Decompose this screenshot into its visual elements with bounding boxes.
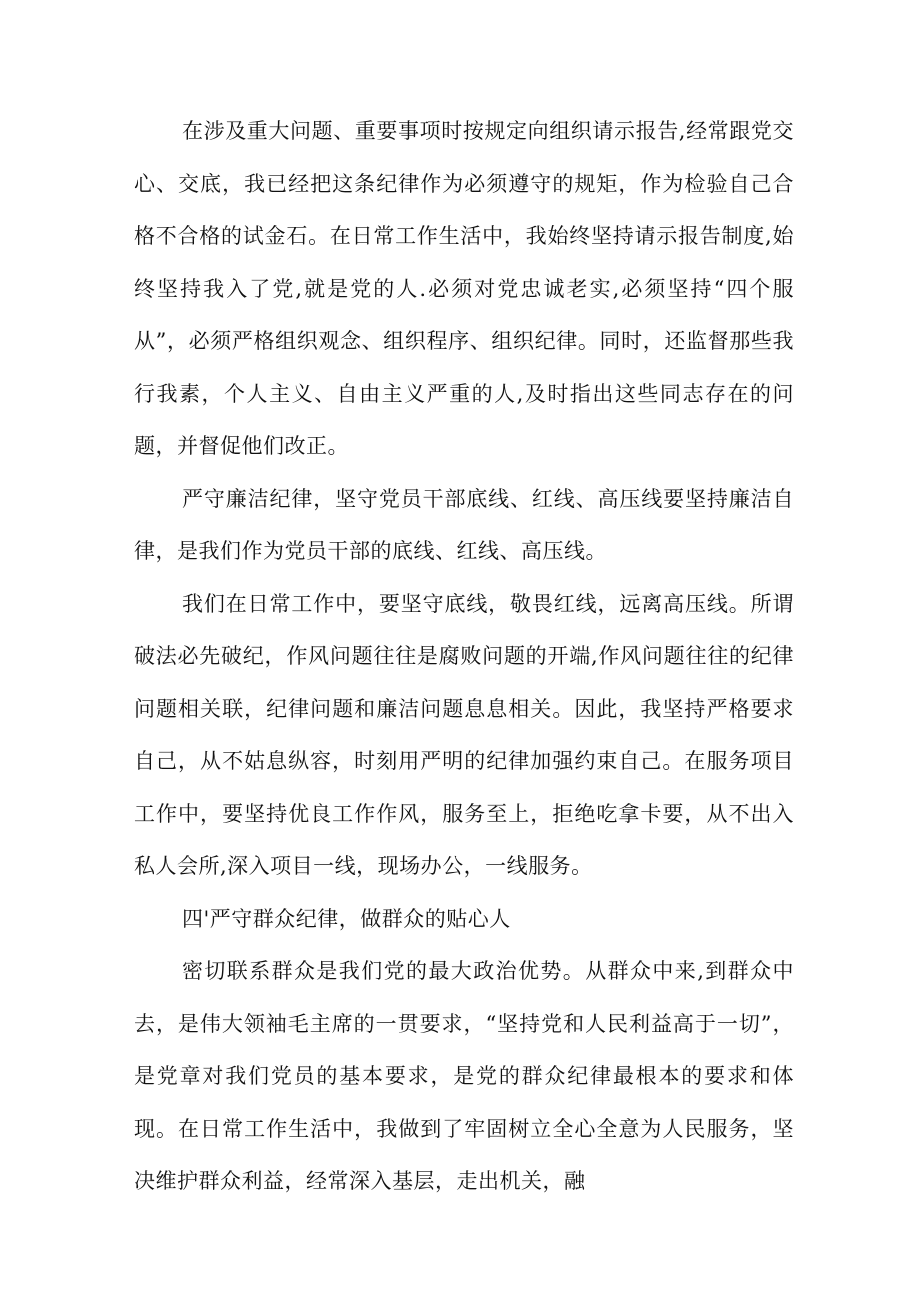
paragraph-integrity-discipline: 严守廉洁纪律，坚守党员干部底线、红线、高压线要坚持廉洁自律，是我们作为党员干部的底线、红线、高压线。 [134,486,794,563]
section-heading: 四'严守群众纪律，做群众的贴心人 [182,906,511,931]
paragraph-report-discipline: 在涉及重大问题、重要事项时按规定向组织请示报告,经常跟党交心、交底，我已经把这条纪律作为必须遵守的规矩，作为检验自己合格不合格的试金石。在日常工作生活中，我始终坚持请示报告制度,始终坚持我入了党,就是党的人.必须对党忠诚老实,必须坚持“四个服从”，必须严格组织观念、组织程序、组织纪律。同时，还监督那些我行我素，个人主义、自由主义严重的人,及时指出这些同志存在的问题，并督促他们改正。 [134,119,794,458]
paragraph-daily-work: 我们在日常工作中，要坚守底线，敬畏红线，远离高压线。所谓破法必先破纪，作风问题往往是腐败问题的开端,作风问题往往的纪律问题相关联，纪律问题和廉洁问题息息相关。因此，我坚持严格要求自己，从不姑息纵容，时刻用严明的纪律加强约束自己。在服务项目工作中，要坚持优良工作作风，服务至上，拒绝吃拿卡要，从不出入私人会所,深入项目一线，现场办公，一线服务。 [134,591,794,878]
paragraph-mass-discipline: 密切联系群众是我们党的最大政治优势。从群众中来,到群众中去，是伟大领袖毛主席的一贯要求，“坚持党和人民利益高于一切”，是党章对我们党员的基本要求，是党的群众纪律最根本的要求和体现。在日常工作生活中，我做到了牢固树立全心全意为人民服务，坚决维护群众利益，经常深入基层，走出机关，融 [134,959,794,1193]
document-body [134,105,794,1208]
